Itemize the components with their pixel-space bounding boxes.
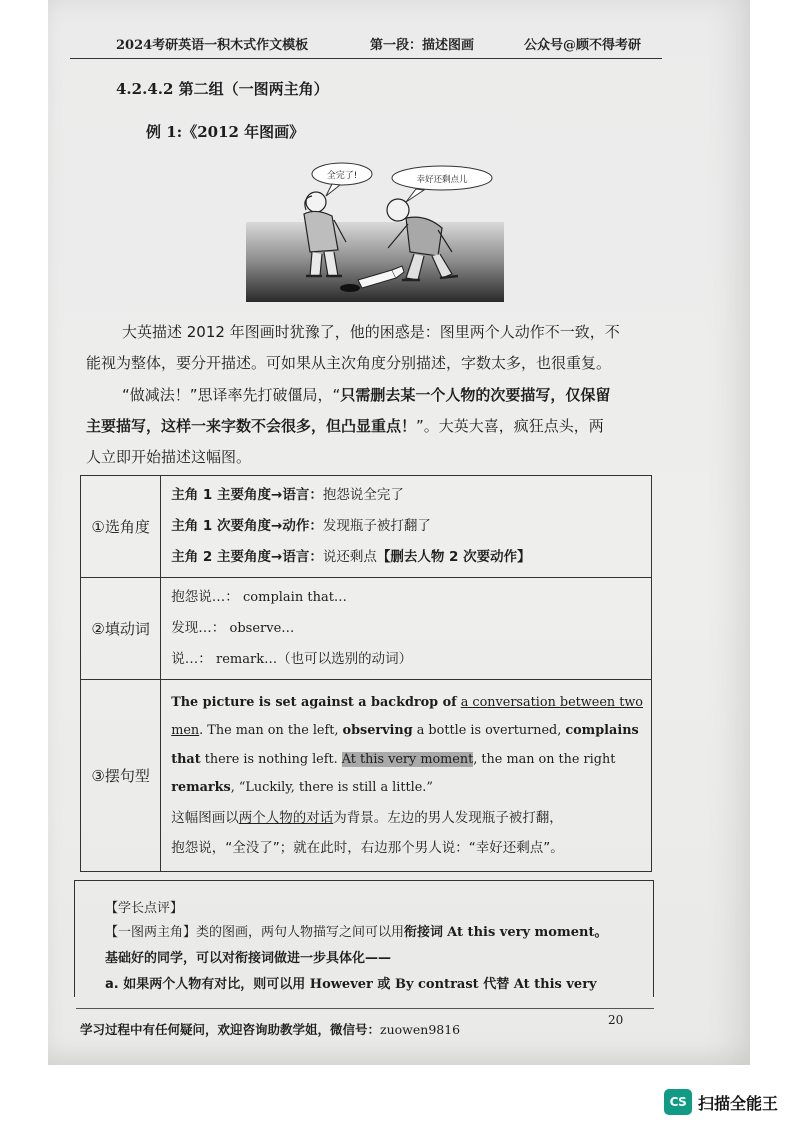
scanner-watermark (664, 1088, 778, 1116)
verb-line (171, 613, 643, 644)
en-highlight: At this very moment (341, 751, 474, 767)
row-content (161, 680, 652, 872)
intro-text: ”。大英大喜，疯狂点头，两 (416, 417, 604, 435)
angle-key: 主角 1 主要角度→语言： (171, 487, 323, 503)
zh-text: 这幅图画以 (171, 809, 239, 826)
tips-text: a. 如果两个人物有对比，则可以用 (105, 977, 306, 992)
tips-line (105, 921, 607, 940)
header-rule (70, 58, 662, 59)
row-content (161, 578, 652, 680)
tips-en: At this very moment。 (447, 925, 608, 940)
angle-value: 发现瓶子被打翻了 (322, 518, 431, 534)
row-label: ②填动词 (81, 578, 161, 680)
angle-key: 主角 1 次要角度→动作： (171, 518, 323, 534)
tips-text: 或 (377, 977, 391, 992)
watermark-text: 扫描全能王 (698, 1093, 779, 1113)
header-section: 第一段：描述图画 (370, 38, 475, 53)
en-bold: that (171, 751, 201, 767)
example-title: 例 1:《2012 年图画》 (146, 123, 305, 141)
tips-line (105, 973, 597, 992)
tips-en: By contrast (394, 977, 479, 992)
verb-zh: 发现…： (171, 620, 226, 636)
speech-bubble-right (392, 166, 492, 202)
verb-en: remark… (216, 652, 278, 667)
en-text: there is nothing left. (204, 751, 338, 767)
sentence-line (171, 774, 643, 803)
template-table (80, 475, 652, 872)
footer-text: 学习过程中有任何疑问，欢迎咨询助教学姐，微信号： (80, 1022, 381, 1037)
angle-value: 说还剩点 (322, 549, 377, 565)
camscanner-logo: CS (664, 1089, 692, 1115)
chinese-translation-line: 抱怨说，“全没了”；就在此时，右边那个男人说：“幸好还剩点”。 (171, 839, 564, 856)
en-bold: complains (565, 723, 639, 738)
en-text: a bottle is overturned, (416, 723, 562, 738)
table-row (81, 680, 652, 872)
angle-note: 【删去人物 2 次要动作】 (376, 549, 531, 565)
en-bold: remarks (171, 780, 231, 795)
sentence-line (171, 746, 643, 775)
tips-text: 代替 (483, 977, 510, 992)
en-text: , the man on the right (473, 751, 616, 767)
header-account: 公众号@顾不得考研 (524, 38, 642, 53)
row-label: ①选角度 (81, 476, 161, 578)
angle-value: 抱怨说全完了 (322, 487, 404, 503)
verb-en: complain that… (243, 590, 347, 605)
angle-key: 主角 2 主要角度→语言： (171, 549, 323, 565)
tips-en: However (309, 977, 373, 992)
intro-text: “做减法！”思译率先打破僵局，“ (122, 386, 341, 404)
table-row (81, 476, 652, 578)
sentence-line (171, 717, 643, 746)
tips-en: At this very (513, 977, 597, 992)
chinese-translation-line (171, 803, 643, 833)
intro-line: 大英描述 2012 年图画时犹豫了，他的困惑是：图里两个人动作不一致，不 (122, 323, 620, 341)
footer-contact (80, 1020, 460, 1038)
verb-zh: 抱怨说…： (171, 589, 239, 605)
intro-paragraph-1 (86, 317, 660, 379)
zh-text: 为背景。左边的男人发现瓶子被打翻， (333, 809, 563, 826)
page-number: 20 (608, 1013, 624, 1027)
intro-line (86, 411, 660, 442)
angle-line (171, 480, 643, 511)
bubble-right-text: 幸好还剩点儿 (416, 175, 468, 185)
english-sentence (171, 689, 643, 803)
speech-bubble-left (312, 163, 372, 196)
footer-rule (76, 1008, 654, 1009)
verb-note: （也可以选别的动词） (277, 651, 413, 667)
angle-line (171, 542, 643, 573)
footer-wechat-id: zuowen9816 (380, 1022, 461, 1037)
intro-line: 人立即开始描述这幅图。 (86, 448, 252, 466)
row-label: ③摆句型 (81, 680, 161, 872)
tips-line: 基础好的同学，可以对衔接词做进一步具体化—— (105, 951, 392, 966)
en-text: . The man on the left, (199, 723, 339, 738)
header-book-title: 2024考研英语一积木式作文模板 (116, 38, 309, 53)
verb-zh: 说…： (171, 651, 212, 667)
verb-line (171, 644, 643, 675)
section-title: 4.2.4.2 第二组（一图两主角） (116, 80, 329, 98)
tips-bold: 衔接词 (404, 925, 444, 940)
tips-box (74, 880, 654, 997)
en-underline: a conversation between two (460, 694, 643, 710)
sentence-line (171, 689, 643, 718)
cartoon-illustration (246, 152, 504, 302)
intro-line: 能视为整体，要分开描述。可如果从主次角度分别描述，字数太多，也很重复。 (86, 354, 612, 372)
tips-text: 【一图两主角】类的图画，两句人物描写之间可以用 (105, 925, 405, 940)
floor-shadow (246, 222, 504, 302)
zh-underline: 两个人物的对话 (238, 809, 334, 826)
intro-bold-text: 只需删去某一个人物的次要描写，仅保留 (340, 386, 611, 404)
en-bold: observing (342, 723, 413, 738)
verb-en: observe… (229, 621, 295, 636)
bubble-left-text: 全完了! (326, 171, 358, 181)
intro-bold-text: 主要描写，这样一来字数不会很多，但凸显重点！ (86, 417, 417, 435)
row-content (161, 476, 652, 578)
verb-line (171, 582, 643, 613)
en-bold: The picture is set against a backdrop of (171, 694, 457, 710)
running-header (72, 34, 658, 58)
en-text: , “Luckily, there is still a little.” (230, 780, 433, 795)
en-underline: men (171, 723, 200, 738)
intro-paragraph-2 (86, 380, 660, 473)
tips-title: 【学长点评】 (105, 901, 184, 916)
intro-line (86, 380, 660, 411)
angle-line (171, 511, 643, 542)
table-row (81, 578, 652, 680)
